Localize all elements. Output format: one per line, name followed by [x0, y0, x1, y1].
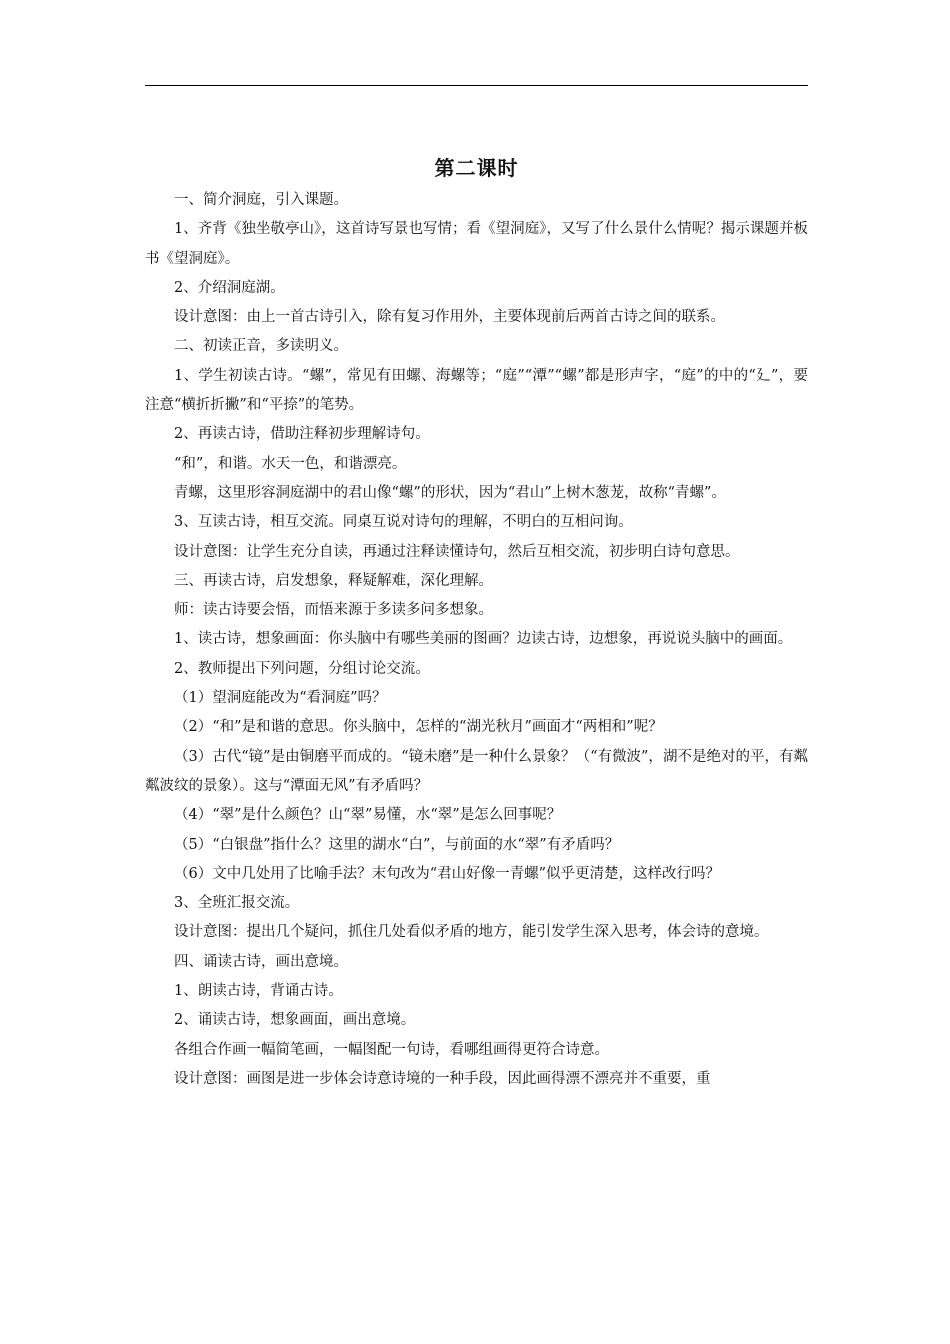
header-rule [145, 85, 808, 86]
paragraph: 1、学生初读古诗。“螺”，常见有田螺、海螺等；“庭”“潭”“螺”都是形声字，“庭”的中的“廴”，要注意“横折折撇”和“平捺”的笔势。 [145, 367, 808, 414]
paragraph: 一、简介洞庭，引入课题。 [174, 192, 348, 208]
paragraph: 青螺，这里形容洞庭湖中的君山像“螺”的形状，因为“君山”上树木葱茏，故称“青螺”。 [174, 484, 726, 501]
paragraph: 2、诵读古诗，想象画面，画出意境。 [174, 1012, 416, 1029]
page-title: 第二课时 [434, 156, 519, 180]
paragraph: 师：读古诗要会悟，而悟来源于多读多问多想象。 [174, 602, 493, 619]
paragraph: 1、朗读古诗，背诵古诗。 [174, 983, 343, 1000]
paragraph: 设计意图：让学生充分自读，再通过注释读懂诗句，然后互相交流，初步明白诗句意思。 [174, 543, 740, 560]
paragraph: 设计意图：提出几个疑问，抓住几处看似矛盾的地方，能引发学生深入思考，体会诗的意境。 [174, 924, 769, 941]
paragraph: 三、再读古诗，启发想象，释疑解难，深化理解。 [174, 572, 493, 589]
document-body [145, 186, 808, 1094]
paragraph: 设计意图：由上一首古诗引入，除有复习作用外，主要体现前后两首古诗之间的联系。 [174, 309, 725, 326]
paragraph: 3、全班汇报交流。 [174, 895, 300, 912]
paragraph: 1、读古诗，想象画面：你头脑中有哪些美丽的图画？边读古诗，边想象，再说说头脑中的画面。 [174, 631, 793, 648]
document-page [145, 0, 808, 1344]
paragraph: （5）“白银盘”指什么？这里的湖水“白”，与前面的水“翠”有矛盾吗？ [174, 836, 620, 853]
paragraph: 2、教师提出下列问题，分组讨论交流。 [174, 660, 430, 677]
paragraph: 各组合作画一幅简笔画，一幅图配一句诗，看哪组画得更符合诗意。 [174, 1041, 609, 1058]
paragraph: （4）“翠”是什么颜色？山“翠”易懂，水“翠”是怎么回事呢？ [174, 807, 562, 824]
paragraph: （3）古代“镜”是由铜磨平而成的。“镜未磨”是一种什么景象？（“有微波”，湖不是绝对的平，有粼粼波纹的景象）。这与“潭面无风”有矛盾吗？ [145, 748, 808, 794]
paragraph: 设计意图：画图是进一步体会诗意诗境的一种手段，因此画得漂不漂亮并不重要，重 [174, 1070, 711, 1087]
paragraph: 二、初读正音，多读明义。 [174, 338, 348, 355]
paragraph: （1）望洞庭能改为“看洞庭”吗？ [174, 690, 387, 707]
paragraph: 1、齐背《独坐敬亭山》，这首诗写景也写情；看《望洞庭》，又写了什么景什么情呢？揭示课题并板书《望洞庭》。 [145, 221, 808, 267]
paragraph: 2、介绍洞庭湖。 [174, 279, 285, 296]
paragraph: 2、再读古诗，借助注释初步理解诗句。 [174, 426, 430, 443]
paragraph: （2）“和”是和谐的意思。你头脑中，怎样的“湖光秋月”画面才“两相和”呢？ [174, 719, 663, 736]
paragraph: （6）文中几处用了比喻手法？末句改为“君山好像一青螺”似乎更清楚，这样改行吗？ [174, 865, 721, 882]
paragraph: 四、诵读古诗，画出意境。 [174, 953, 348, 970]
paragraph: 3、互读古诗，相互交流。同桌互说对诗句的理解，不明白的互相问询。 [174, 514, 633, 531]
paragraph: “和”，和谐。水天一色，和谐漂亮。 [174, 455, 407, 472]
